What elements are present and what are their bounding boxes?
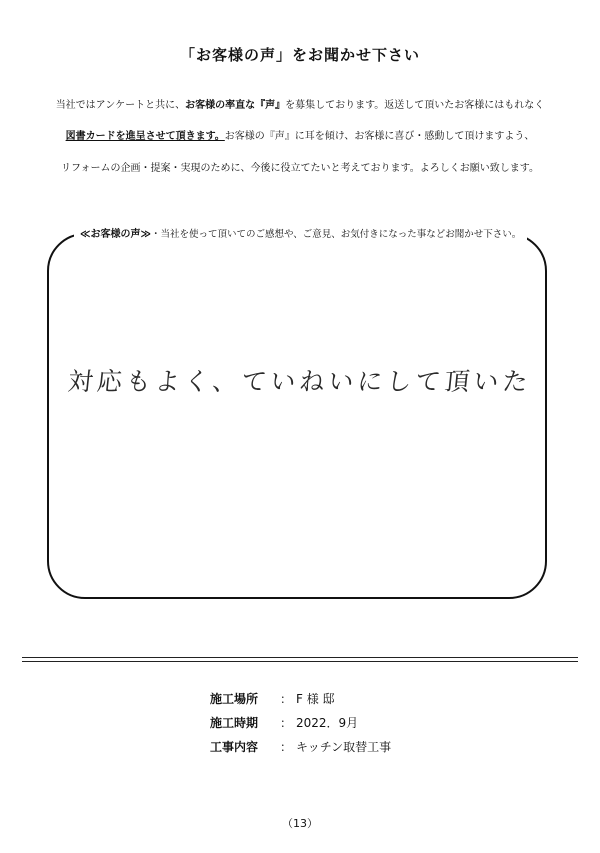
intro-line-1-emphasis: お客様の率直な『声』 [185,100,286,111]
intro-line-2-underlined: 図書カードを進呈させて頂きます。 [65,131,225,142]
page-number: （13） [282,817,318,830]
info-row-site [210,691,335,707]
work-label: 工事内容 [210,740,259,754]
date-value: 2022．9月 [296,716,359,730]
customer-voice-label: ≪お客様の声≫ [80,229,151,240]
info-row-work [210,739,391,755]
site-label: 施工場所 [210,692,259,706]
work-separator: ： [279,740,292,754]
customer-voice-instruction: ・当社を使って頂いてのご感想や、ご意見、お気付きになった事などお聞かせ下さい。 [150,229,522,240]
intro-line-3: リフォームの企画・提案・実現のために、今後に役立てたいと考えております。よろしくお願い致します。 [61,163,539,174]
work-value: キッチン取替工事 [296,740,392,754]
intro-line-1-text-c: を募集しております。返送して頂いたお客様にはもれなく [285,100,545,111]
customer-voice-box [47,233,547,599]
divider-line-top [22,657,578,658]
page-title: 「お客様の声」をお聞かせ下さい [179,46,420,64]
divider-line-bottom [22,661,578,662]
site-separator: ： [279,692,292,706]
customer-voice-header [74,229,527,241]
date-separator: ： [279,716,292,730]
site-value: F 様 邸 [296,692,335,706]
intro-line-2-text: お客様の『声』に耳を傾け、お客様に喜び・感動して頂けますよう、 [224,131,535,142]
date-label: 施工時期 [210,716,259,730]
handwritten-comment: 対応もよく、ていねいにして頂いた [66,367,534,396]
intro-line-1 [40,100,560,112]
intro-line-2 [40,131,560,143]
intro-line-1-text-a: 当社ではアンケートと共に、 [55,100,186,111]
info-row-date [210,715,358,731]
